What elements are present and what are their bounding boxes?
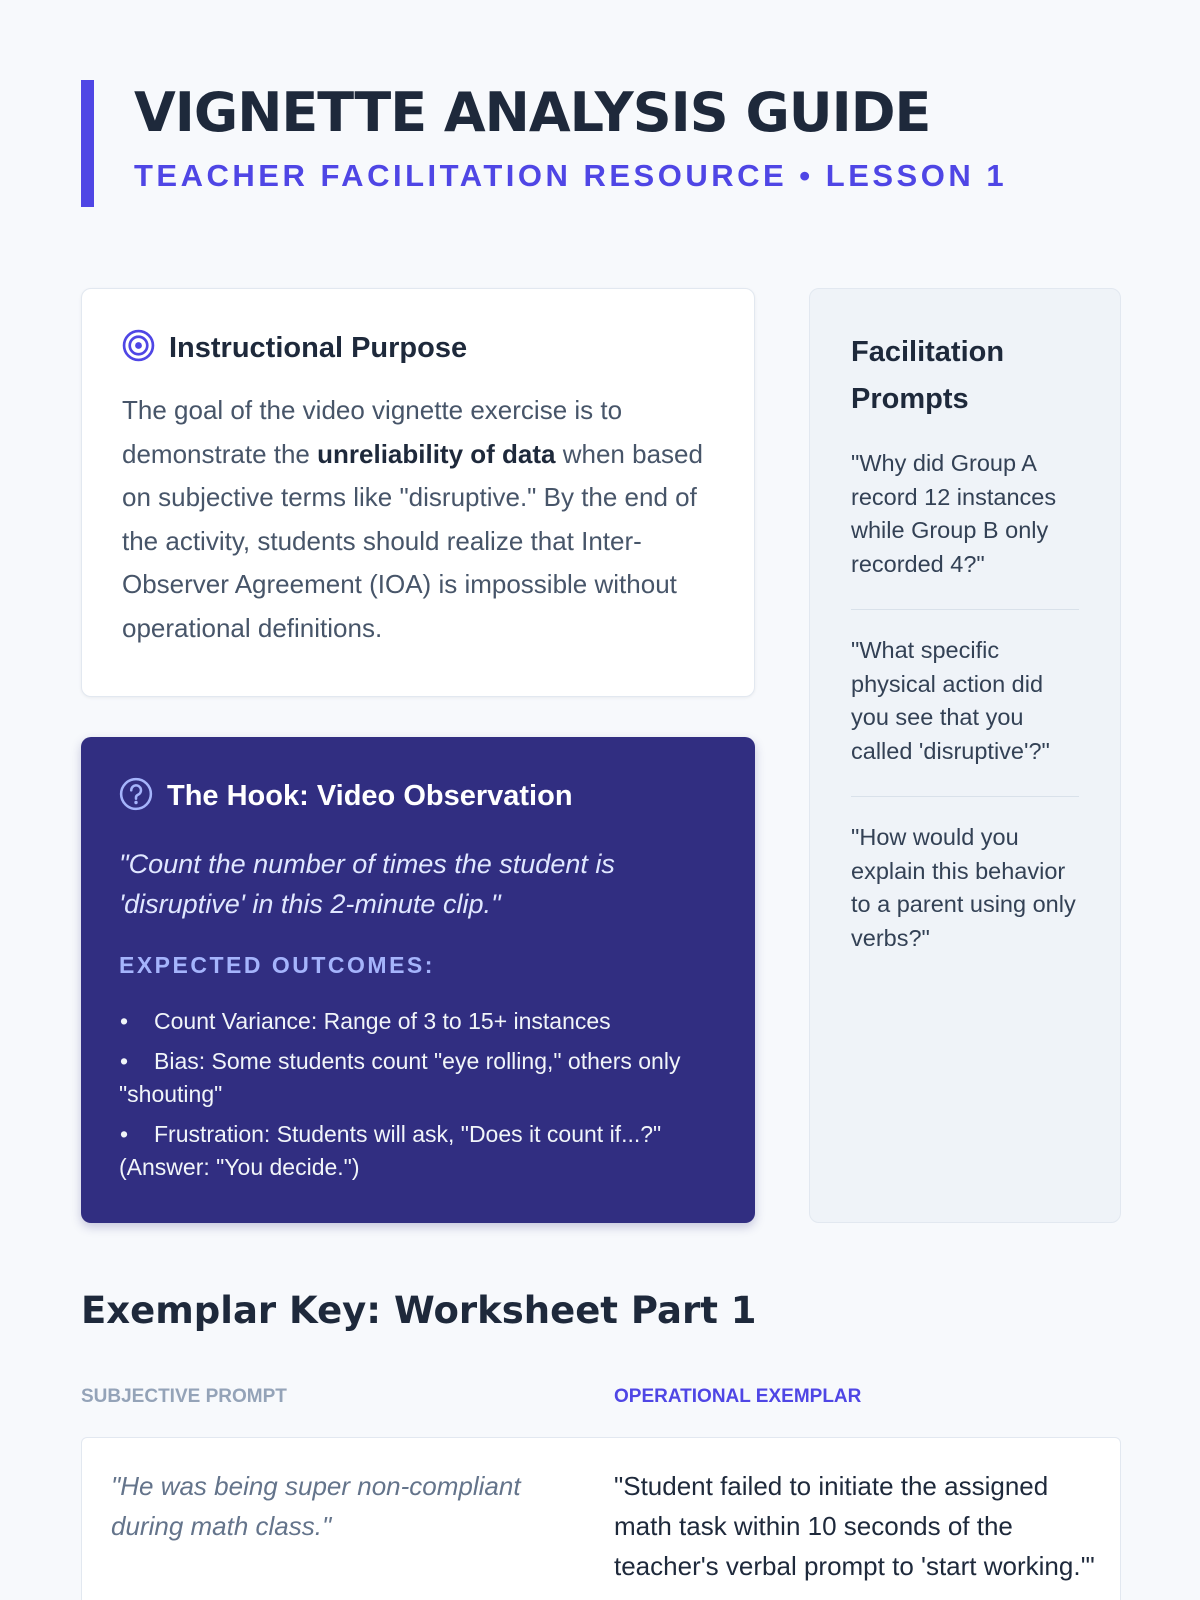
subjective-cell: "He was being super non-compliant during math class."	[111, 1471, 521, 1541]
page-title: VIGNETTE ANALYSIS GUIDE	[134, 81, 931, 144]
exemplar-title: Exemplar Key: Worksheet Part 1	[81, 1289, 757, 1332]
page-subtitle: TEACHER FACILITATION RESOURCE • LESSON 1	[134, 158, 1008, 193]
outcomes-list	[119, 1005, 717, 1184]
purpose-heading: Instructional Purpose	[169, 331, 468, 364]
instructional-purpose-card	[81, 288, 755, 697]
hook-card	[81, 737, 755, 1223]
outcome-item: • Bias: Some students count "eye rolling," others only "shouting"	[119, 1045, 717, 1111]
question-circle-icon	[119, 777, 153, 816]
column-header-operational: OPERATIONAL EXEMPLAR	[614, 1386, 862, 1407]
purpose-emphasis: unreliability of data	[317, 438, 556, 469]
prompt-item: "What specific physical action did you see that you called 'disruptive'?"	[851, 610, 1079, 797]
target-icon	[122, 329, 155, 367]
prompt-item: "How would you explain this behavior to a parent using only verbs?"	[851, 824, 1076, 951]
column-header-subjective: SUBJECTIVE PROMPT	[81, 1386, 287, 1407]
prompt-item: "Why did Group A record 12 instances while Group B only recorded 4?"	[851, 423, 1079, 610]
outcome-item: • Frustration: Students will ask, "Does it count if...?" (Answer: "You decide.")	[119, 1118, 717, 1184]
purpose-text: The goal of the video vignette exercise is to demonstrate the unreliability of data when based on subjective terms like "disruptive." By the end of the activity, students should realize that Inter-Observer Agreement (IOA) is impossible without operational definitions.	[122, 395, 703, 643]
outcomes-title: EXPECTED OUTCOMES:	[119, 952, 435, 978]
table-row	[81, 1437, 1121, 1600]
hook-heading: The Hook: Video Observation	[167, 780, 573, 812]
hook-header	[119, 777, 717, 816]
hook-quote: "Count the number of times the student is 'disruptive' in this 2-minute clip."	[119, 849, 615, 919]
page-header	[81, 80, 1007, 207]
purpose-header	[122, 329, 714, 367]
operational-cell: "Student failed to initiate the assigned math task within 10 seconds of the teacher's verbal prompt to 'start working.'"	[614, 1471, 1095, 1581]
outcome-item: • Count Variance: Range of 3 to 15+ instances	[119, 1005, 717, 1038]
facilitation-prompts-card	[809, 288, 1121, 1223]
prompts-heading: Facilitation Prompts	[851, 336, 1005, 415]
